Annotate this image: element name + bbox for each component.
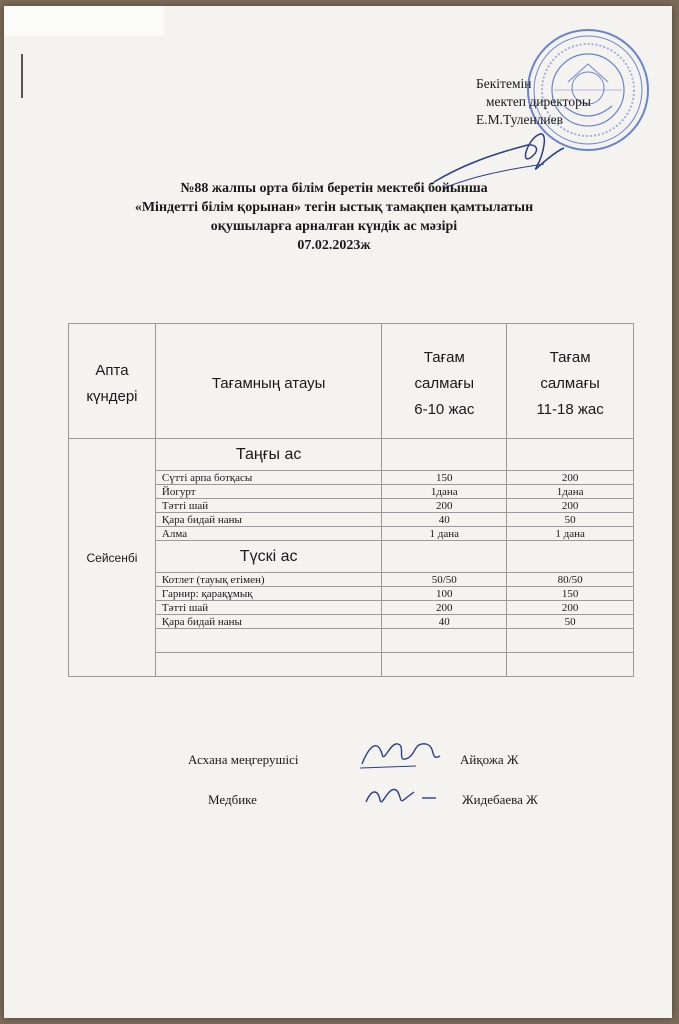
section-title-lunch: Түскі ас xyxy=(155,541,382,573)
table-row: Қара бидай наны 40 50 xyxy=(69,513,634,527)
document-page xyxy=(4,6,672,1018)
title-line-3: оқушыларға арналған күндік ас мәзірі xyxy=(210,219,458,234)
title-line-2: «Міндетті білім қорынан» тегін ыстық тамақпен қамтылатын xyxy=(134,200,534,215)
table-row: Алма 1 дана 1 дана xyxy=(69,527,634,541)
table-header-row xyxy=(69,324,634,439)
nurse-signature xyxy=(362,778,442,814)
table-row: Тәтті шай 200 200 xyxy=(69,601,634,615)
weekday-cell: Сейсенбі xyxy=(69,439,156,677)
table-row: Сүтті арпа ботқасы 150 200 xyxy=(69,471,634,485)
header-dish-name: Тағамның атауы xyxy=(155,324,382,439)
canteen-head-signature xyxy=(356,734,446,774)
header-weight-11-18: Тағам салмағы 11-18 жас xyxy=(507,324,634,439)
table-row: Котлет (тауық етімен) 50/50 80/50 xyxy=(69,573,634,587)
table-row: Қара бидай наны 40 50 xyxy=(69,615,634,629)
section-title-breakfast: Таңғы ас xyxy=(155,439,382,471)
table-row: Йогурт 1дана 1дана xyxy=(69,485,634,499)
section-row-breakfast xyxy=(69,439,634,471)
document-date: 07.02.2023ж xyxy=(297,238,371,253)
header-weekday: Апта күндері xyxy=(69,324,156,439)
footer-role-canteen-head: Асхана меңгерушісі xyxy=(188,752,299,767)
header-weight-6-10: Тағам салмағы 6-10 жас xyxy=(382,324,507,439)
title-line-1: №88 жалпы орта білім беретін мектебі бойынша xyxy=(180,181,488,196)
footer-name-canteen-head: Айқожа Ж xyxy=(460,752,519,767)
approval-line-2: мектеп директоры xyxy=(486,94,591,109)
approval-line-3: Е.М.Туленлиев xyxy=(476,112,564,127)
approval-line-1: Бекітемін xyxy=(476,76,532,91)
footer-name-nurse: Жидебаева Ж xyxy=(462,792,538,807)
margin-mark xyxy=(21,54,26,98)
menu-table xyxy=(68,323,634,677)
table-row: Тәтті шай 200 200 xyxy=(69,499,634,513)
table-row: Гарнир: қарақұмық 100 150 xyxy=(69,587,634,601)
footer-role-nurse: Медбике xyxy=(208,792,257,807)
